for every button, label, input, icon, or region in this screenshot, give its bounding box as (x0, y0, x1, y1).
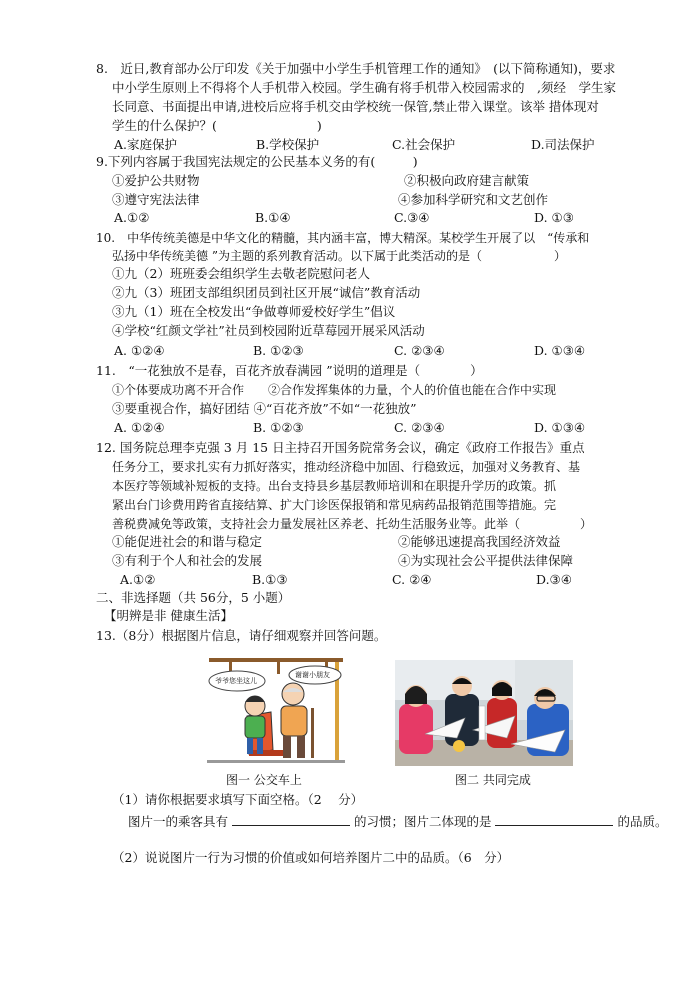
q12-statement-1: ①能促进社会的和谐与稳定 (112, 534, 263, 549)
bubble-thank-you: 谢谢小朋友 (295, 671, 330, 679)
q13-part1-text-a: 图片一的乘客具有 (128, 814, 229, 829)
q12-statement-3: ③有利于个人和社会的发展 (112, 553, 263, 568)
students-teamwork-photo (395, 660, 573, 766)
figure-bus-cartoon (207, 654, 345, 767)
q8-line3: 长同意、书面提出申请,进校后应将手机交由学校统一保管,禁止带入课堂。该举 措体现对 (112, 99, 599, 114)
q8-option-c: C.社会保护 (392, 137, 456, 152)
q13-part1-instruction: （1）请你根据要求填写下面空格。（2 分） (112, 792, 364, 807)
q12-option-c: C. ②④ (392, 572, 432, 587)
q12-line1: 12. 国务院总理李克强 3 月 15 日主持召开国务院常务会议，确定《政府工作报告》重点 (96, 440, 585, 455)
q9-option-a: A.①② (114, 210, 150, 225)
q11-statement-3-4: ③要重视合作，搞好团结 ④“百花齐放”不如“一花独放” (112, 401, 417, 416)
q9-statement-3: ③遵守宪法法律 (112, 192, 200, 207)
q8-line4: 学生的什么保护？( ) (112, 118, 322, 133)
figure-1-caption: 图一 公交车上 (226, 773, 302, 787)
q8-line1: 8. 近日,教育部办公厅印发《关于加强中小学生手机管理工作的通知》 (以下简称通知)，要求 (96, 61, 616, 76)
q10-statement-3: ③九（1）班在全校发出“争做尊师爱校好学生”倡议 (112, 304, 396, 319)
q12-line3: 本医疗等领域补短板的支持。出台支持县乡基层教师培训和在职提升学历的政策。抓 (112, 479, 557, 493)
q9-statement-2: ②积极向政府建言献策 (404, 173, 530, 188)
q13-part1-fill-line (128, 813, 667, 831)
figure-2-caption: 图二 共同完成 (455, 773, 531, 787)
figure-students-photo (395, 660, 573, 766)
q9-option-d: D. ①③ (534, 210, 574, 225)
q8-line2: 中小学生原则上不得将个人手机带入校园。学生确有将手机带入校园需求的 ,须经 学生家 (112, 80, 616, 95)
q8-option-b: B.学校保护 (256, 137, 320, 152)
q11-option-d: D. ①③④ (534, 420, 586, 435)
q13-part2-instruction: （2）说说图片一行为习惯的价值或如何培养图片二中的品质。（6 分） (112, 850, 510, 865)
q10-statement-1: ①九（2）班班委会组织学生去敬老院慰问老人 (112, 266, 370, 281)
q13-line1: 13.（8分）根据图片信息，请仔细观察并回答问题。 (96, 628, 387, 643)
q9-option-c: C.③④ (394, 210, 430, 225)
q9-statement-4: ④参加科学研究和文艺创作 (398, 192, 549, 207)
q11-option-c: C. ②③④ (394, 420, 445, 435)
bubble-grandpa-sit-here: 爷爷您坐这儿 (215, 677, 257, 685)
q13-part1-text-b: 的习惯；图片二体现的是 (353, 814, 492, 829)
q12-line4: 紧出台门诊费用跨省直接结算、扩大门诊医保报销和常见病药品报销范围等措施。完 (112, 498, 557, 512)
q11-statement-1-2: ①个体要成功离不开合作 ②合作发挥集体的力量，个人的价值也能在合作中实现 (112, 383, 557, 397)
q10-line2: 弘扬中华传统美德 ”为主题的系列教育活动。以下属于此类活动的是（ ） (112, 249, 566, 263)
section-2-title: 二、非选择题（共 56分，5 小题） (96, 590, 291, 605)
q10-option-c: C. ②③④ (394, 343, 445, 358)
q12-line2: 任务分工，要求扎实有力抓好落实，推动经济稳中加固、行稳致远，加强对义务教育、基 (112, 460, 581, 474)
q10-option-d: D. ①③④ (534, 343, 586, 358)
q10-statement-4: ④学校“红颜文学社”社员到校园附近草莓园开展采风活动 (112, 323, 425, 338)
q10-option-b: B. ①②③ (253, 343, 304, 358)
q12-statement-2: ②能够迅速提高我国经济效益 (398, 534, 561, 549)
q13-answer-blank-1[interactable] (232, 813, 350, 826)
q12-option-b: B.①③ (252, 572, 288, 587)
q10-option-a: A. ①②④ (114, 343, 165, 358)
q9-statement-1: ①爱护公共财物 (112, 173, 200, 188)
section-2-subtitle: 【明辨是非 健康生活】 (104, 608, 233, 623)
q8-option-a: A.家庭保护 (114, 137, 178, 152)
q10-statement-2: ②九（3）班团支部组织团员到社区开展“诚信”教育活动 (112, 285, 421, 300)
q13-part1-text-c: 的品质。 (617, 814, 668, 829)
q10-line1: 10. 中华传统美德是中华文化的精髓，其内涵丰富，博大精深。某校学生开展了以 “传承和 (96, 231, 590, 245)
q11-option-b: B. ①②③ (253, 420, 304, 435)
q13-answer-blank-2[interactable] (495, 813, 613, 826)
q9-line1: 9.下列内容属于我国宪法规定的公民基本义务的有( ) (96, 154, 418, 169)
q12-option-a: A.①② (120, 572, 156, 587)
q9-option-b: B.①④ (255, 210, 291, 225)
q8-option-d: D.司法保护 (531, 137, 595, 152)
q12-line5: 善税费减免等政策，支持社会力量发展社区养老、托幼生活服务业等。此举（ ） (112, 517, 593, 531)
q11-line1: 11. “一花独放不是春，百花齐放春满园 ”说明的道理是（ ） (96, 363, 483, 378)
q12-statement-4: ④为实现社会公平提供法律保障 (398, 553, 574, 568)
q12-option-d: D.③④ (536, 572, 572, 587)
q11-option-a: A. ①②④ (114, 420, 165, 435)
